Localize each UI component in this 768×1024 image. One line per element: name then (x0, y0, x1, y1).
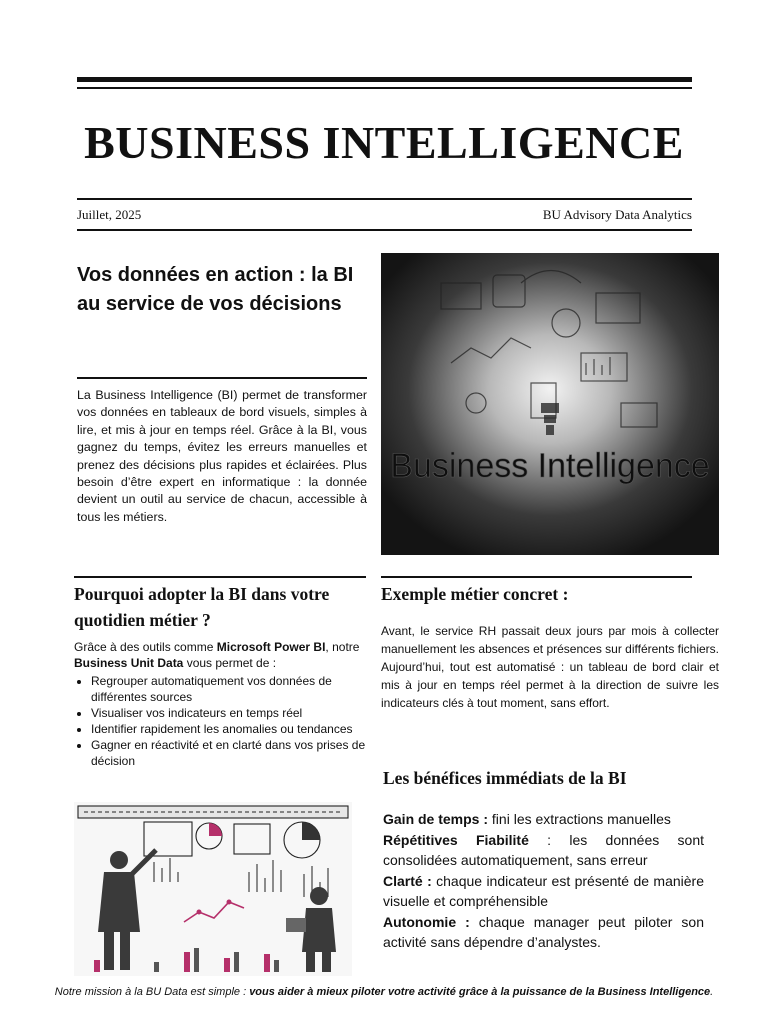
benefit-item: Clarté : chaque indicateur est présenté de manière visuelle et compréhensible (383, 872, 705, 909)
why-intro: Grâce à des outils comme Microsoft Power BI, notre Business Unit Data vous permet de : (74, 640, 360, 670)
why-body (74, 639, 366, 769)
why-rule (74, 576, 366, 578)
article-rule (77, 377, 367, 379)
why-title: Pourquoi adopter la BI dans votre quotidien métier ? (74, 584, 330, 630)
article-title: Vos données en action : la BI au service de vos décisions (77, 264, 354, 315)
list-item: • Visualiser vos indicateurs en temps réel (91, 705, 366, 721)
article-body: La Business Intelligence (BI) permet de transformer vos données en tableaux de bord visuels, simples à lire, et mis à jour en temps réel. Grâce à la BI, vous gagnez du temps, évitez les erreurs manuelles et prenez des décisions plus rapides et éclairées. Plus besoin d’être expert en informatique : la donnée devient un outil au service de chacun, accessible à tous les métiers. (77, 388, 367, 524)
meta-rule-top (77, 198, 692, 200)
example-rule (381, 576, 692, 578)
list-item: • Gagner en réactivité et en clarté dans vos prises de décision (91, 737, 366, 769)
benefits-list (383, 809, 704, 953)
list-item: • Regrouper automatiquement vos données de différentes sources (91, 673, 366, 705)
why-bullets (74, 673, 366, 769)
masthead-rule-thick (77, 77, 692, 82)
hero-image (381, 253, 719, 555)
list-item: • Identifier rapidement les anomalies ou tendances (91, 721, 366, 737)
benefit-item: Gain de temps : fini les extractions manuelles (383, 811, 671, 827)
masthead-rule-thin (77, 87, 692, 89)
footer-mission: Notre mission à la BU Data est simple : vous aider à mieux piloter votre activité grâce à la puissance de la Business Intelligence. (54, 986, 714, 998)
issue-date: Juillet, 2025 (77, 207, 142, 222)
example-body: Avant, le service RH passait deux jours par mois à collecter manuellement les absences et présences sur différents fichiers. Aujourd’hui, tout est automatisé : un tableau de bord clair et mis à jour en temps réel permet à la direction de suivre les indicateurs clés à tout moment, sans effort. (381, 624, 719, 710)
meta-rule-bottom (77, 229, 692, 231)
hero-caption: Business Intelligence (390, 447, 710, 485)
benefit-item: Autonomie : chaque manager peut piloter son activité sans dépendre d’analystes. (383, 913, 704, 950)
benefit-item: Répétitives Fiabilité : les données sont consolidées automatiquement, sans erreur (383, 831, 705, 868)
benefits-title: Les bénéfices immédiats de la BI (383, 768, 627, 788)
publisher: BU Advisory Data Analytics (542, 207, 692, 222)
masthead-title: BUSINESS INTELLIGENCE (84, 117, 684, 168)
business-illustration (74, 802, 352, 976)
example-title: Exemple métier concret : (381, 584, 569, 604)
